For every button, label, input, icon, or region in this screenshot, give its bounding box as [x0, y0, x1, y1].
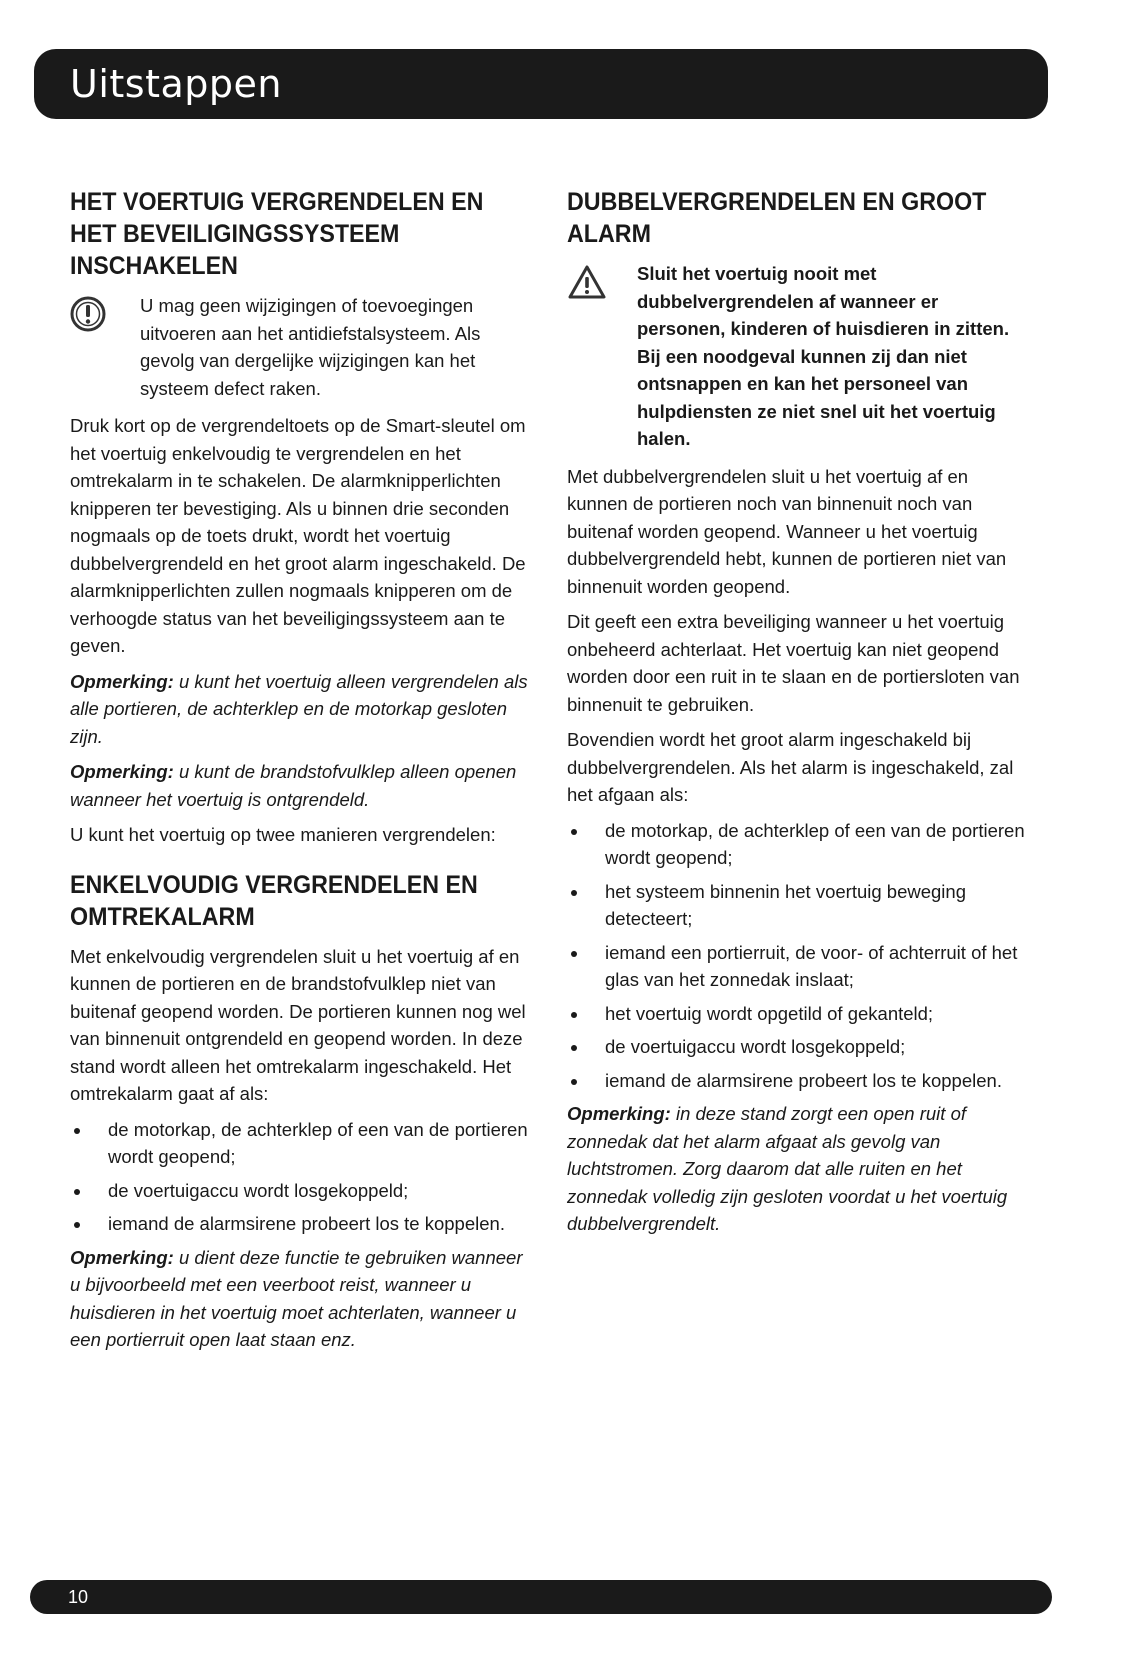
list-item: iemand een portierruit, de voor- of achterruit of het glas van het zonnedak inslaat;: [567, 939, 1027, 994]
list-item: het systeem binnenin het voertuig beweging detecteert;: [567, 878, 1027, 933]
list-item: het voertuig wordt opgetild of gekanteld;: [567, 1000, 1027, 1028]
section-heading-double-lock: DUBBELVERGRENDELEN EN GROOT ALARM: [567, 188, 987, 248]
paragraph: Bovendien wordt het groot alarm ingeschakeld bij dubbelvergrendelen. Als het alarm is ingeschakeld, zal het afgaan als:: [567, 729, 1014, 805]
note-text: u dient deze functie te gebruiken wanneer u bijvoorbeeld met een veerboot reist, wanneer u huisdieren in het voertuig moet achterlaten, wanneer u een portierruit open laat staan enz.: [70, 1246, 523, 1350]
left-column: [70, 186, 530, 1362]
header-bar: [34, 49, 1048, 119]
note-label: Opmerking:: [70, 670, 174, 692]
paragraph: Dit geeft een extra beveiliging wanneer u het voertuig onbeheerd achterlaat. Het voertuig kan niet geopend worden door een ruit in te slaan en de portiersloten van binnenuit te gebruiken.: [567, 611, 1020, 715]
list-item: iemand de alarmsirene probeert los te koppelen.: [567, 1067, 1027, 1095]
note-label: Opmerking:: [567, 1103, 671, 1124]
note-label: Opmerking:: [70, 761, 174, 782]
list-item: de voertuigaccu wordt losgekoppeld;: [567, 1033, 1027, 1061]
paragraph: Met enkelvoudig vergrendelen sluit u het voertuig af en kunnen de portieren en de brandstofvulklep niet van buitenaf geopend worden. De portieren kunnen nog wel van binnenuit ontgrendeld en geopend worden. In deze stand wordt alleen het omtrekalarm ingeschakeld. Het omtrekalarm gaat af als:: [70, 945, 526, 1104]
note: [70, 758, 530, 813]
paragraph: U kunt het voertuig op twee manieren vergrendelen:: [70, 824, 496, 845]
right-column: [567, 186, 1027, 1246]
note-text: in deze stand zorgt een open ruit of zonnedak dat het alarm afgaat als gevolg van luchtstromen. Zorg daarom dat alle ruiten en het zonnedak volledig zijn gesloten voordat u het voertuig dubbelvergrendelt.: [567, 1103, 1008, 1234]
note: [70, 668, 530, 751]
notice-box: [70, 292, 530, 402]
bullet-list: [70, 1116, 530, 1238]
page-title: Uitstappen: [70, 62, 282, 106]
note-text: u kunt het voertuig alleen vergrendelen als alle portieren, de achterklep en de motorkap gesloten zijn.: [70, 670, 528, 747]
list-item: iemand de alarmsirene probeert los te koppelen.: [70, 1210, 530, 1238]
note-label: Opmerking:: [70, 1246, 174, 1268]
bullet-list: [567, 817, 1027, 1095]
note-text: u kunt de brandstofvulklep alleen openen wanneer het voertuig is ontgrendeld.: [70, 761, 517, 810]
list-item: de voertuigaccu wordt losgekoppeld;: [70, 1177, 530, 1205]
paragraph: Met dubbelvergrendelen sluit u het voertuig af en kunnen de portieren noch van binnenuit noch van buitenaf worden geopend. Wanneer u het voertuig dubbelvergrendeld hebt, kunnen de portieren niet van binnenuit worden geopend.: [567, 465, 1007, 597]
footer-bar: [30, 1580, 1052, 1614]
note: [567, 1100, 1027, 1238]
list-item: de motorkap, de achterklep of een van de portieren wordt geopend;: [567, 817, 1027, 872]
notice-text: U mag geen wijzigingen of toevoegingen uitvoeren aan het antidiefstalsysteem. Als gevolg van dergelijke wijzigingen kan het systeem defect raken.: [140, 295, 481, 399]
page-number: 10: [68, 1587, 89, 1607]
list-item: de motorkap, de achterklep of een van de portieren wordt geopend;: [70, 1116, 530, 1171]
warning-text: Sluit het voertuig nooit met dubbelvergrendelen af wanneer er personen, kinderen of huisdieren in zitten. Bij een noodgeval kunnen zij dan niet ontsnappen en kan het personeel van hulpdiensten ze niet snel uit het voertuig halen.: [637, 263, 1010, 449]
paragraph: Druk kort op de vergrendeltoets op de Smart-sleutel om het voertuig enkelvoudig te vergrendelen en het omtrekalarm in te schakelen. De alarmknipperlichten knipperen ter bevestiging. Als u binnen drie seconden nogmaals op de toets drukt, wordt het voertuig dubbelvergrendeld en het groot alarm ingeschakeld. De alarmknipperlichten zullen nogmaals knipperen om de verhoogde status van het beveiligingssysteem aan te geven.: [70, 415, 526, 656]
exclamation-circle-icon: [70, 292, 140, 402]
section-heading-lock-vehicle: HET VOERTUIG VERGRENDELEN EN HET BEVEILIGINGSSYSTEEM INSCHAKELEN: [70, 188, 484, 280]
note: [70, 1244, 530, 1354]
section-heading-single-lock: ENKELVOUDIG VERGRENDELEN EN OMTREKALARM: [70, 870, 478, 931]
warning-box: [567, 260, 1027, 453]
warning-triangle-icon: [567, 260, 637, 453]
